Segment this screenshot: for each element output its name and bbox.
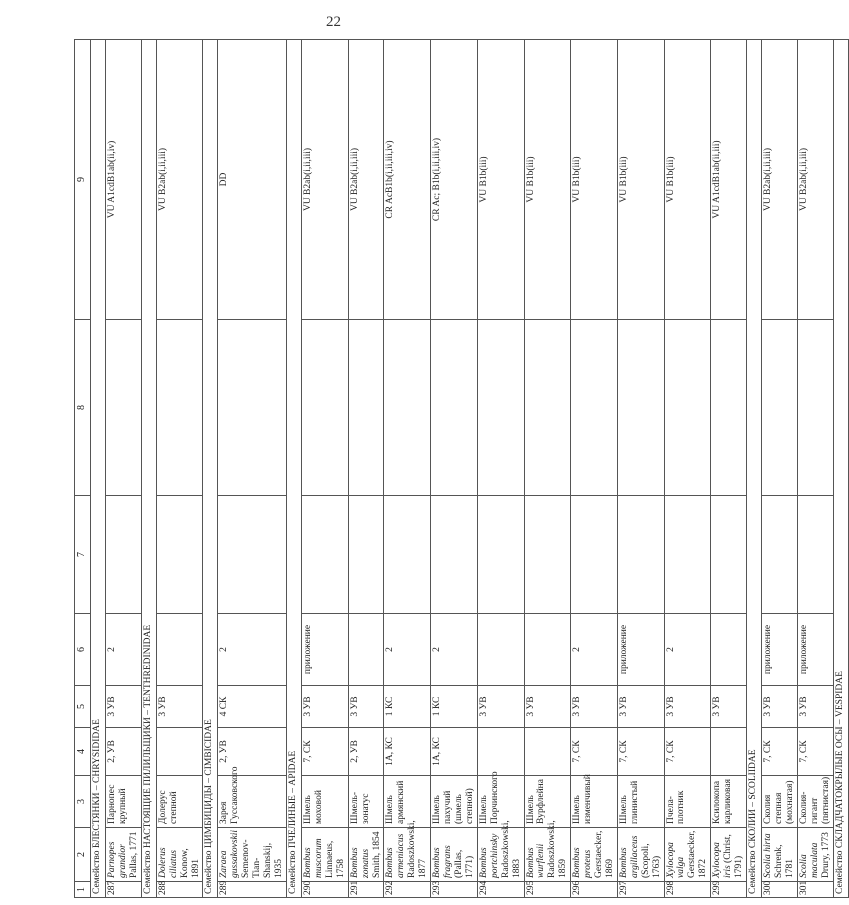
- status-col6: 2: [431, 614, 478, 686]
- latin-name: Bombus wurflenii: [525, 843, 547, 878]
- iucn-category: VU B1b(iii): [617, 40, 664, 320]
- latin-name-cell: [711, 828, 747, 882]
- status-col5: 3 УВ: [617, 686, 664, 728]
- status-col5: 3 УВ: [106, 686, 142, 728]
- status-col5: 3 УВ: [571, 686, 618, 728]
- status-col6: 2: [664, 614, 711, 686]
- russian-name: Шмель моховой: [301, 776, 348, 828]
- species-author: Linnaeus, 1758: [324, 840, 346, 878]
- species-author: Konow, 1891: [179, 848, 201, 878]
- status-col5: 3 УВ: [477, 686, 524, 728]
- row-number: 296: [571, 882, 618, 898]
- latin-name-cell: [384, 820, 431, 882]
- species-author: Schrenk, 1781: [773, 844, 795, 878]
- iucn-category: VU B1b(iii): [477, 40, 524, 320]
- species-row: [348, 40, 384, 898]
- row-number: 299: [711, 882, 747, 898]
- column-number-9: 9: [75, 40, 91, 320]
- status-col6: [524, 614, 571, 686]
- latin-name: Parnopes grandior: [107, 841, 128, 878]
- iucn-category: VU B1b(iii): [571, 40, 618, 320]
- status-col7: [106, 496, 142, 614]
- status-col6: 2: [106, 614, 142, 686]
- status-col5: 3 УВ: [762, 686, 798, 728]
- family-heading: Семейство СКЛАДЧАТОКРЫЛЫЕ ОСЫ – VESPIDAE: [833, 40, 848, 898]
- status-col5: 3 УВ: [664, 686, 711, 728]
- status-col8: [524, 320, 571, 496]
- latin-name: Bombus fragrans: [432, 845, 454, 878]
- latin-name: Xylocopa valga: [665, 842, 687, 878]
- column-number-6: 6: [75, 614, 91, 686]
- status-col4: 7, СК: [664, 728, 711, 776]
- latin-name: Bombus zonatus: [349, 847, 371, 878]
- iucn-category: VU B2ab(i,ii,iii): [156, 40, 203, 320]
- column-number-7: 7: [75, 496, 91, 614]
- status-col5: 3 УВ: [348, 686, 384, 728]
- species-author: Radoszkowski, 1877: [407, 820, 429, 878]
- status-col6: 2: [384, 614, 431, 686]
- family-row: [91, 40, 106, 898]
- status-col4: [156, 728, 203, 776]
- russian-name: Шмель изменчивый: [571, 776, 618, 828]
- species-row: [477, 40, 524, 898]
- status-col8: [664, 320, 711, 496]
- status-col5: 3 УВ: [711, 686, 747, 728]
- latin-name-cell: [477, 820, 524, 882]
- family-row: [833, 40, 848, 898]
- species-row: [797, 40, 833, 898]
- russian-name: Пчела-плотник: [664, 776, 711, 828]
- species-row: [762, 40, 798, 898]
- latin-name-cell: [571, 828, 618, 882]
- latin-name: Scolia maculata: [798, 842, 820, 878]
- latin-name-cell: [106, 828, 142, 882]
- species-row: [617, 40, 664, 898]
- row-number: 293: [431, 882, 478, 898]
- species-row: [384, 40, 431, 898]
- family-heading: Семейство СКОЛИИ – SCOLIIDAE: [747, 40, 762, 898]
- latin-name-cell: [664, 828, 711, 882]
- status-col6: [711, 614, 747, 686]
- status-col6: [477, 614, 524, 686]
- status-col8: [431, 320, 478, 496]
- row-number: 297: [617, 882, 664, 898]
- iucn-category: CR AcB1b(i,ii,iii,iv): [384, 40, 431, 320]
- iucn-category: VU B2ab(i,ii,iii): [301, 40, 348, 320]
- status-col4: [524, 728, 571, 776]
- russian-name: Ксилокопа карликовая: [711, 776, 747, 828]
- row-number: 291: [348, 882, 384, 898]
- latin-name-cell: [762, 828, 798, 882]
- status-col7: [348, 496, 384, 614]
- species-row: [156, 40, 203, 898]
- page-number: 22: [326, 14, 341, 30]
- status-col4: 1А, КС: [384, 728, 431, 776]
- iucn-category: VU B2ab(i,ii,iii): [762, 40, 798, 320]
- row-number: 301: [797, 882, 833, 898]
- column-number-1: 1: [75, 882, 91, 898]
- row-number: 300: [762, 882, 798, 898]
- latin-name-cell: [218, 828, 287, 882]
- row-number: 298: [664, 882, 711, 898]
- species-author: Radoszkowski, 1883: [500, 820, 522, 878]
- latin-name: Xylocopa iris: [712, 842, 734, 878]
- family-row: [286, 40, 301, 898]
- status-col4: 7, СК: [762, 728, 798, 776]
- status-col4: 2, УВ: [106, 728, 142, 776]
- species-author: Pallas, 1771: [128, 831, 139, 878]
- species-row: [524, 40, 571, 898]
- family-heading: Семейство БЛЕСТЯНКИ – CHRYSIDIDAE: [91, 40, 106, 898]
- row-number: 292: [384, 882, 431, 898]
- column-number-3: 3: [75, 776, 91, 828]
- column-number-2: 2: [75, 828, 91, 882]
- status-col7: [431, 496, 478, 614]
- status-col7: [617, 496, 664, 614]
- status-col8: [571, 320, 618, 496]
- iucn-category: CR Ac; B1b(i,ii,iii,iv): [431, 40, 478, 320]
- row-number: 288: [156, 882, 203, 898]
- latin-name: Bombus proteus: [572, 847, 594, 878]
- status-col8: [797, 320, 833, 496]
- latin-name-cell: [524, 820, 571, 882]
- status-col6: [348, 614, 384, 686]
- russian-name: Сколия-гигант (пятнистая): [797, 776, 833, 828]
- row-number: 294: [477, 882, 524, 898]
- iucn-category: VU A1cdB1ab(ii,iv): [106, 40, 142, 320]
- status-col6: 2: [218, 614, 287, 686]
- status-col7: [762, 496, 798, 614]
- column-number-row: [75, 40, 91, 898]
- status-col6: приложение: [762, 614, 798, 686]
- status-col8: [348, 320, 384, 496]
- status-col6: [156, 614, 203, 686]
- species-author: Drury, 1773: [820, 832, 831, 878]
- status-col6: приложение: [797, 614, 833, 686]
- family-heading: Семейство ПЧЕЛИНЫЕ – APIDAE: [286, 40, 301, 898]
- russian-name: Шмель пахучий (шмель степной): [431, 776, 478, 828]
- latin-name: Bombus argillaceus: [618, 835, 640, 878]
- russian-name: Парнопес крупный: [106, 776, 142, 828]
- row-number: 290: [301, 882, 348, 898]
- iucn-category: VU B2ab(i,ii,iii): [797, 40, 833, 320]
- status-col7: [384, 496, 431, 614]
- status-col5: 3 УВ: [301, 686, 348, 728]
- status-col5: 3 УВ: [156, 686, 203, 728]
- russian-name: Долерус степной: [156, 776, 203, 828]
- status-col7: [156, 496, 203, 614]
- status-col8: [384, 320, 431, 496]
- status-col8: [617, 320, 664, 496]
- status-col7: [218, 496, 287, 614]
- status-col6: 2: [571, 614, 618, 686]
- status-col5: 3 УВ: [524, 686, 571, 728]
- column-number-5: 5: [75, 686, 91, 728]
- status-col4: 7, СК: [571, 728, 618, 776]
- status-col8: [218, 320, 287, 496]
- species-author: Gerstaecker, 1869: [594, 830, 615, 878]
- family-heading: Семейство ЦИМБИЦИДЫ – CIMBICIDAE: [203, 40, 218, 898]
- russian-name: Шмель Порчинского: [477, 776, 524, 828]
- russian-name: Шмель-зонатус: [348, 776, 384, 828]
- status-col7: [711, 496, 747, 614]
- status-col5: 4 СК: [218, 686, 287, 728]
- status-col7: [301, 496, 348, 614]
- status-col8: [711, 320, 747, 496]
- species-author: Smith, 1854: [371, 831, 382, 878]
- russian-name: Сколия степная (мохнатая): [762, 776, 798, 828]
- species-author: (Scopoli, 1763): [640, 843, 662, 878]
- latin-name-cell: [348, 828, 384, 882]
- status-col4: 1А, КС: [431, 728, 478, 776]
- iucn-category: VU A1cdB1ab(ii,iii): [711, 40, 747, 320]
- latin-name: Bombus armeniacus: [385, 833, 407, 878]
- species-row: [711, 40, 747, 898]
- latin-name-cell: [617, 828, 664, 882]
- status-col7: [797, 496, 833, 614]
- status-col4: [477, 728, 524, 776]
- species-table: [74, 39, 849, 898]
- status-col5: 1 КС: [431, 686, 478, 728]
- family-row: [141, 40, 156, 898]
- species-row: [218, 40, 287, 898]
- russian-name: Зарея Гуссаковского: [218, 776, 287, 828]
- latin-name-cell: [301, 828, 348, 882]
- iucn-category: VU B1b(iii): [664, 40, 711, 320]
- russian-name: Шмель Вурфлейна: [524, 776, 571, 828]
- status-col8: [477, 320, 524, 496]
- species-author: Gerstaecker, 1872: [687, 830, 709, 878]
- status-col5: 3 УВ: [797, 686, 833, 728]
- status-col8: [301, 320, 348, 496]
- status-col4: 7, СК: [301, 728, 348, 776]
- status-col4: 2, УВ: [218, 728, 287, 776]
- status-col4: 7, СК: [797, 728, 833, 776]
- latin-name-cell: [797, 828, 833, 882]
- latin-name-cell: [431, 828, 478, 882]
- species-author: Radoszkowski, 1859: [547, 820, 569, 878]
- status-col7: [571, 496, 618, 614]
- species-author: (Christ, 1791): [723, 834, 745, 878]
- status-col4: 7, СК: [617, 728, 664, 776]
- status-col8: [156, 320, 203, 496]
- species-row: [301, 40, 348, 898]
- family-heading: Семейство НАСТОЯЩИЕ ПИЛИЛЬЩИКИ – TENTHREDINIDAE: [141, 40, 156, 898]
- status-col4: 2, УВ: [348, 728, 384, 776]
- species-row: [106, 40, 142, 898]
- latin-name: Bombus muscorum: [302, 838, 324, 878]
- latin-name: Zaraea gussakovskii: [219, 829, 241, 878]
- status-col7: [664, 496, 711, 614]
- status-col8: [762, 320, 798, 496]
- species-row: [571, 40, 618, 898]
- status-col7: [524, 496, 571, 614]
- species-author: (Pallas, 1771): [453, 849, 475, 878]
- species-author: Semenov-Tian-Shanskij, 1935: [241, 839, 285, 878]
- row-number: 289: [218, 882, 287, 898]
- column-number-4: 4: [75, 728, 91, 776]
- russian-name: Шмель армянский: [384, 776, 431, 828]
- rotated-table-container: [74, 40, 845, 898]
- status-col6: приложение: [617, 614, 664, 686]
- column-number-8: 8: [75, 320, 91, 496]
- row-number: 287: [106, 882, 142, 898]
- russian-name: Шмель глинистый: [617, 776, 664, 828]
- status-col4: [711, 728, 747, 776]
- status-col5: 1 КС: [384, 686, 431, 728]
- latin-name: Bombus portchinsky: [478, 833, 500, 878]
- iucn-category: VU B2ab(i,ii,iii): [348, 40, 384, 320]
- status-col7: [477, 496, 524, 614]
- species-row: [431, 40, 478, 898]
- latin-name: Dolerus ciliatus: [157, 847, 179, 878]
- latin-name: Scolia hirta: [763, 833, 774, 878]
- row-number: 295: [524, 882, 571, 898]
- latin-name-cell: [156, 828, 203, 882]
- iucn-category: VU B1b(iii): [524, 40, 571, 320]
- status-col8: [106, 320, 142, 496]
- family-row: [203, 40, 218, 898]
- species-row: [664, 40, 711, 898]
- status-col6: приложение: [301, 614, 348, 686]
- iucn-category: DD: [218, 40, 287, 320]
- family-row: [747, 40, 762, 898]
